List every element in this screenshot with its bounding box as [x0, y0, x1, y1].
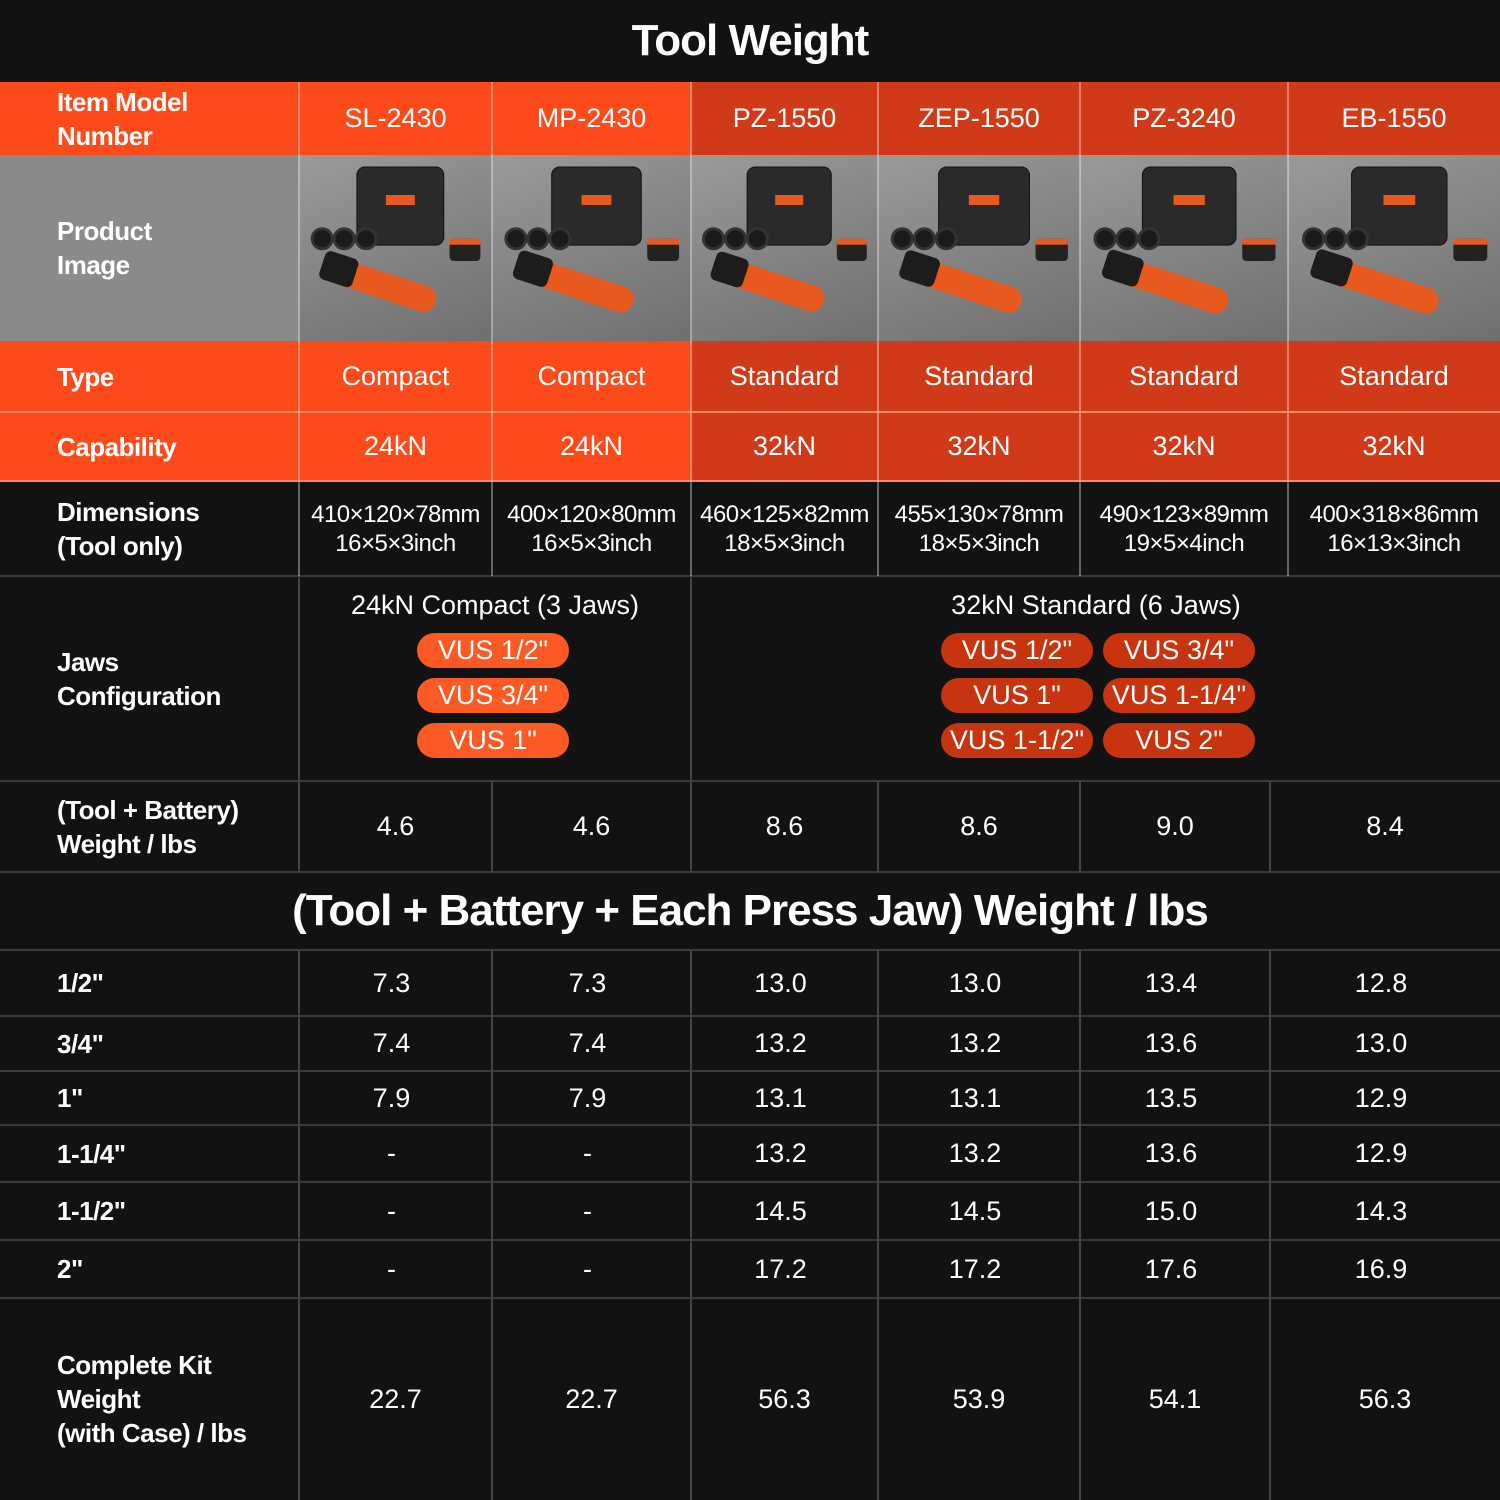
- jaw-weight-value: 17.6: [1144, 1253, 1198, 1284]
- complete-kit-weight: 54.1: [1148, 1383, 1202, 1414]
- column-divider: [1269, 781, 1271, 872]
- jaw-weight-value: 12.9: [1354, 1082, 1408, 1113]
- compact-jaw-pill: VUS 3/4": [417, 678, 569, 713]
- header-row-divider: [0, 411, 1500, 413]
- jaw-weight-value: 7.4: [372, 1028, 411, 1058]
- model-name: EB-1550: [1341, 103, 1447, 133]
- column-divider: [877, 950, 879, 1500]
- row-label-weight: (Tool + Battery) Weight / lbs: [57, 794, 239, 859]
- jaw-size-label: 2": [57, 1254, 83, 1284]
- page-title: Tool Weight: [631, 16, 869, 65]
- dimension-inch: 16×5×3inch: [531, 529, 652, 557]
- model-type: Standard: [1339, 361, 1449, 391]
- jaw-weight-value: 13.2: [754, 1138, 807, 1168]
- model-capability: 24kN: [363, 431, 428, 461]
- row-label-model: Item Model Number: [57, 86, 188, 151]
- press-jaw: [528, 229, 548, 249]
- press-jaw: [936, 229, 956, 249]
- row-divider: [0, 1070, 1500, 1072]
- dimension-mm: 410×120×78mm: [311, 500, 480, 528]
- jaw-weight-value: 16.9: [1354, 1253, 1408, 1284]
- complete-kit-weight: 22.7: [369, 1383, 422, 1414]
- battery-stripe: [1036, 239, 1068, 245]
- complete-kit-weight: 22.7: [565, 1383, 618, 1414]
- jaw-weight-value: 17.2: [948, 1253, 1002, 1284]
- column-divider: [690, 950, 692, 1500]
- model-dimensions: [691, 481, 878, 576]
- model-capability: 32kN: [752, 431, 817, 461]
- dimension-mm: 460×125×82mm: [700, 500, 869, 528]
- jaw-weight-value: 13.0: [754, 967, 807, 998]
- jaw-weight-value: 13.2: [948, 1028, 1002, 1058]
- dimension-inch: 18×5×3inch: [918, 529, 1040, 557]
- battery-stripe: [837, 239, 867, 245]
- jaw-weight-value: 13.2: [754, 1028, 807, 1058]
- jaw-weight-value: 14.5: [754, 1195, 807, 1226]
- dimension-inch: 16×5×3inch: [335, 529, 456, 557]
- model-type: Standard: [729, 361, 840, 391]
- battery-stripe: [450, 239, 481, 245]
- jaw-weight-value: 7.9: [372, 1082, 411, 1113]
- press-jaw: [356, 229, 376, 249]
- standard-jaw-pill: VUS 1-1/2": [941, 723, 1093, 758]
- model-dimensions: [1288, 481, 1500, 576]
- model-name: MP-2430: [536, 103, 647, 133]
- jaw-weight-value: 15.0: [1144, 1195, 1198, 1226]
- jaw-weight-value: -: [583, 1253, 592, 1284]
- model-type: Standard: [1129, 361, 1239, 391]
- product-illustration: [492, 155, 691, 341]
- press-jaw: [550, 229, 570, 249]
- jaw-weight-value: 17.2: [754, 1253, 807, 1284]
- row-label-type: Type: [57, 361, 114, 392]
- jaw-weight-value: 13.0: [948, 967, 1002, 998]
- jaw-weight-value: 13.5: [1144, 1082, 1198, 1113]
- product-image: [1080, 155, 1288, 341]
- row-divider: [0, 575, 1500, 577]
- column-divider: [1079, 82, 1081, 576]
- row-divider: [0, 871, 1500, 873]
- press-jaw: [1325, 229, 1345, 249]
- section-title-jaw-weights: (Tool + Battery + Each Press Jaw) Weight / lbs: [292, 886, 1208, 935]
- product-illustration: [299, 155, 492, 341]
- product-illustration: [1288, 155, 1500, 341]
- row-divider: [0, 1015, 1500, 1017]
- case-logo-plate: [969, 195, 999, 205]
- jaw-size-label: 3/4": [57, 1028, 104, 1059]
- product-illustration: [878, 155, 1080, 341]
- dimension-inch: 16×13×3inch: [1327, 529, 1461, 557]
- row-label-capability: Capability: [57, 431, 177, 462]
- case-logo-plate: [582, 195, 612, 205]
- complete-kit-weight: 53.9: [952, 1383, 1006, 1414]
- header-row-divider: [0, 480, 1500, 482]
- press-jaw: [1347, 229, 1367, 249]
- case-logo-plate: [1383, 195, 1415, 205]
- column-divider: [491, 950, 493, 1500]
- column-divider: [298, 576, 300, 781]
- jaw-weight-value: 12.9: [1354, 1138, 1408, 1168]
- row-label-kit: Complete Kit Weight (with Case) / lbs: [57, 1350, 247, 1448]
- column-divider: [1079, 950, 1081, 1500]
- dimension-inch: 19×5×4inch: [1123, 529, 1245, 557]
- column-divider: [298, 82, 300, 576]
- dimension-mm: 455×130×78mm: [894, 500, 1064, 528]
- compact-jaws-title: 24kN Compact (3 Jaws): [350, 589, 640, 620]
- jaw-weight-value: 13.1: [948, 1082, 1002, 1113]
- row-label-dimensions: Dimensions (Tool only): [57, 496, 200, 561]
- row-divider: [0, 1297, 1500, 1299]
- product-image: [878, 155, 1080, 341]
- press-jaw: [1303, 229, 1323, 249]
- jaw-size-label: 1": [57, 1083, 83, 1113]
- press-jaw: [1139, 229, 1159, 249]
- product-illustration: [1080, 155, 1288, 341]
- model-type: Standard: [924, 361, 1034, 391]
- dimension-inch: 18×5×3inch: [724, 529, 845, 557]
- tool-battery-weight: 4.6: [376, 811, 415, 841]
- jaw-weight-value: 7.3: [568, 967, 607, 998]
- model-name: SL-2430: [344, 103, 447, 133]
- press-jaw: [506, 229, 526, 249]
- battery-stripe: [1242, 239, 1275, 245]
- column-divider: [690, 82, 692, 576]
- column-divider: [491, 781, 493, 872]
- complete-kit-weight: 56.3: [1358, 1383, 1412, 1414]
- press-jaw: [914, 229, 934, 249]
- press-jaw: [703, 229, 723, 249]
- dimension-mm: 490×123×89mm: [1099, 500, 1269, 528]
- battery-stripe: [647, 239, 679, 245]
- product-image: [1288, 155, 1500, 341]
- jaw-weight-value: 13.6: [1144, 1138, 1198, 1168]
- row-divider: [0, 1181, 1500, 1183]
- model-capability: 24kN: [559, 431, 624, 461]
- column-divider: [877, 82, 879, 576]
- model-dimensions: [878, 481, 1080, 576]
- model-name: PZ-1550: [732, 103, 837, 133]
- press-jaw: [1117, 229, 1137, 249]
- row-label-image: Product Image: [57, 216, 152, 280]
- model-dimensions: [1080, 481, 1288, 576]
- standard-jaw-pill: VUS 1-1/4": [1103, 678, 1255, 713]
- column-divider: [877, 781, 879, 872]
- column-divider: [1269, 950, 1271, 1500]
- jaw-weight-value: 12.8: [1354, 967, 1408, 998]
- jaw-size-label: 1/2": [57, 968, 104, 998]
- model-type: Compact: [537, 361, 646, 391]
- jaw-weight-value: -: [387, 1253, 396, 1284]
- column-divider: [1079, 781, 1081, 872]
- row-divider: [0, 1239, 1500, 1241]
- standard-jaw-pill: VUS 3/4": [1103, 633, 1255, 668]
- jaw-weight-value: -: [387, 1138, 396, 1168]
- tool-battery-weight: 4.6: [572, 811, 611, 841]
- column-divider: [298, 781, 300, 872]
- model-name: ZEP-1550: [918, 103, 1040, 133]
- case-logo-plate: [775, 195, 803, 205]
- jaw-weight-value: -: [583, 1138, 592, 1168]
- tool-battery-weight: 8.4: [1366, 811, 1404, 841]
- standard-jaw-pill: VUS 1/2": [941, 633, 1093, 668]
- model-capability: 32kN: [947, 431, 1011, 461]
- press-jaw: [334, 229, 354, 249]
- tool-battery-weight: 8.6: [960, 811, 998, 841]
- jaw-weight-value: 13.4: [1144, 967, 1198, 998]
- model-dimensions: [492, 481, 691, 576]
- model-type: Compact: [341, 361, 450, 391]
- press-jaw: [312, 229, 332, 249]
- jaw-weight-value: -: [387, 1195, 396, 1226]
- column-divider: [298, 950, 300, 1500]
- model-capability: 32kN: [1362, 431, 1426, 461]
- column-divider: [491, 82, 493, 576]
- product-illustration: [691, 155, 878, 341]
- standard-jaw-pill: VUS 2": [1103, 723, 1255, 758]
- model-capability: 32kN: [1152, 431, 1216, 461]
- compact-jaw-pill: VUS 1": [417, 723, 569, 758]
- jaw-size-label: 1-1/4": [57, 1138, 126, 1169]
- battery-stripe: [1453, 239, 1487, 245]
- row-divider: [0, 949, 1500, 951]
- column-divider: [690, 781, 692, 872]
- jaw-weight-value: 13.0: [1354, 1028, 1408, 1058]
- row-divider: [0, 780, 1500, 782]
- jaw-weight-value: 14.3: [1354, 1195, 1408, 1226]
- press-jaw: [747, 229, 767, 249]
- tool-battery-weight: 8.6: [765, 811, 804, 841]
- jaw-weight-value: 7.3: [372, 967, 411, 998]
- model-name: PZ-3240: [1132, 103, 1236, 133]
- standard-jaw-pill: VUS 1": [941, 678, 1093, 713]
- press-jaw: [892, 229, 912, 249]
- press-jaw: [1095, 229, 1115, 249]
- dimension-mm: 400×120×80mm: [507, 500, 676, 528]
- jaw-weight-value: 14.5: [948, 1195, 1002, 1226]
- press-jaw: [725, 229, 745, 249]
- column-divider: [1287, 82, 1289, 576]
- jaw-weight-value: 7.9: [568, 1082, 607, 1113]
- row-divider: [0, 1124, 1500, 1126]
- dimension-mm: 400×318×86mm: [1309, 500, 1479, 528]
- jaw-weight-value: -: [583, 1195, 592, 1226]
- tool-battery-weight: 9.0: [1156, 811, 1194, 841]
- row-label-jaws: Jaws Configuration: [57, 646, 221, 711]
- standard-jaws-title: 32kN Standard (6 Jaws): [951, 589, 1241, 620]
- model-dimensions: [299, 481, 492, 576]
- jaw-weight-value: 13.6: [1144, 1028, 1198, 1058]
- case-logo-plate: [1174, 195, 1205, 205]
- complete-kit-weight: 56.3: [758, 1383, 811, 1414]
- column-divider: [690, 576, 692, 781]
- product-image: [299, 155, 492, 341]
- jaw-weight-value: 7.4: [568, 1028, 607, 1058]
- jaw-size-label: 1-1/2": [57, 1196, 126, 1226]
- product-image: [492, 155, 691, 341]
- compact-jaw-pill: VUS 1/2": [417, 633, 569, 668]
- product-image: [691, 155, 878, 341]
- jaw-weight-value: 13.1: [754, 1082, 807, 1113]
- jaw-weight-value: 13.2: [948, 1138, 1002, 1168]
- case-logo-plate: [386, 195, 415, 205]
